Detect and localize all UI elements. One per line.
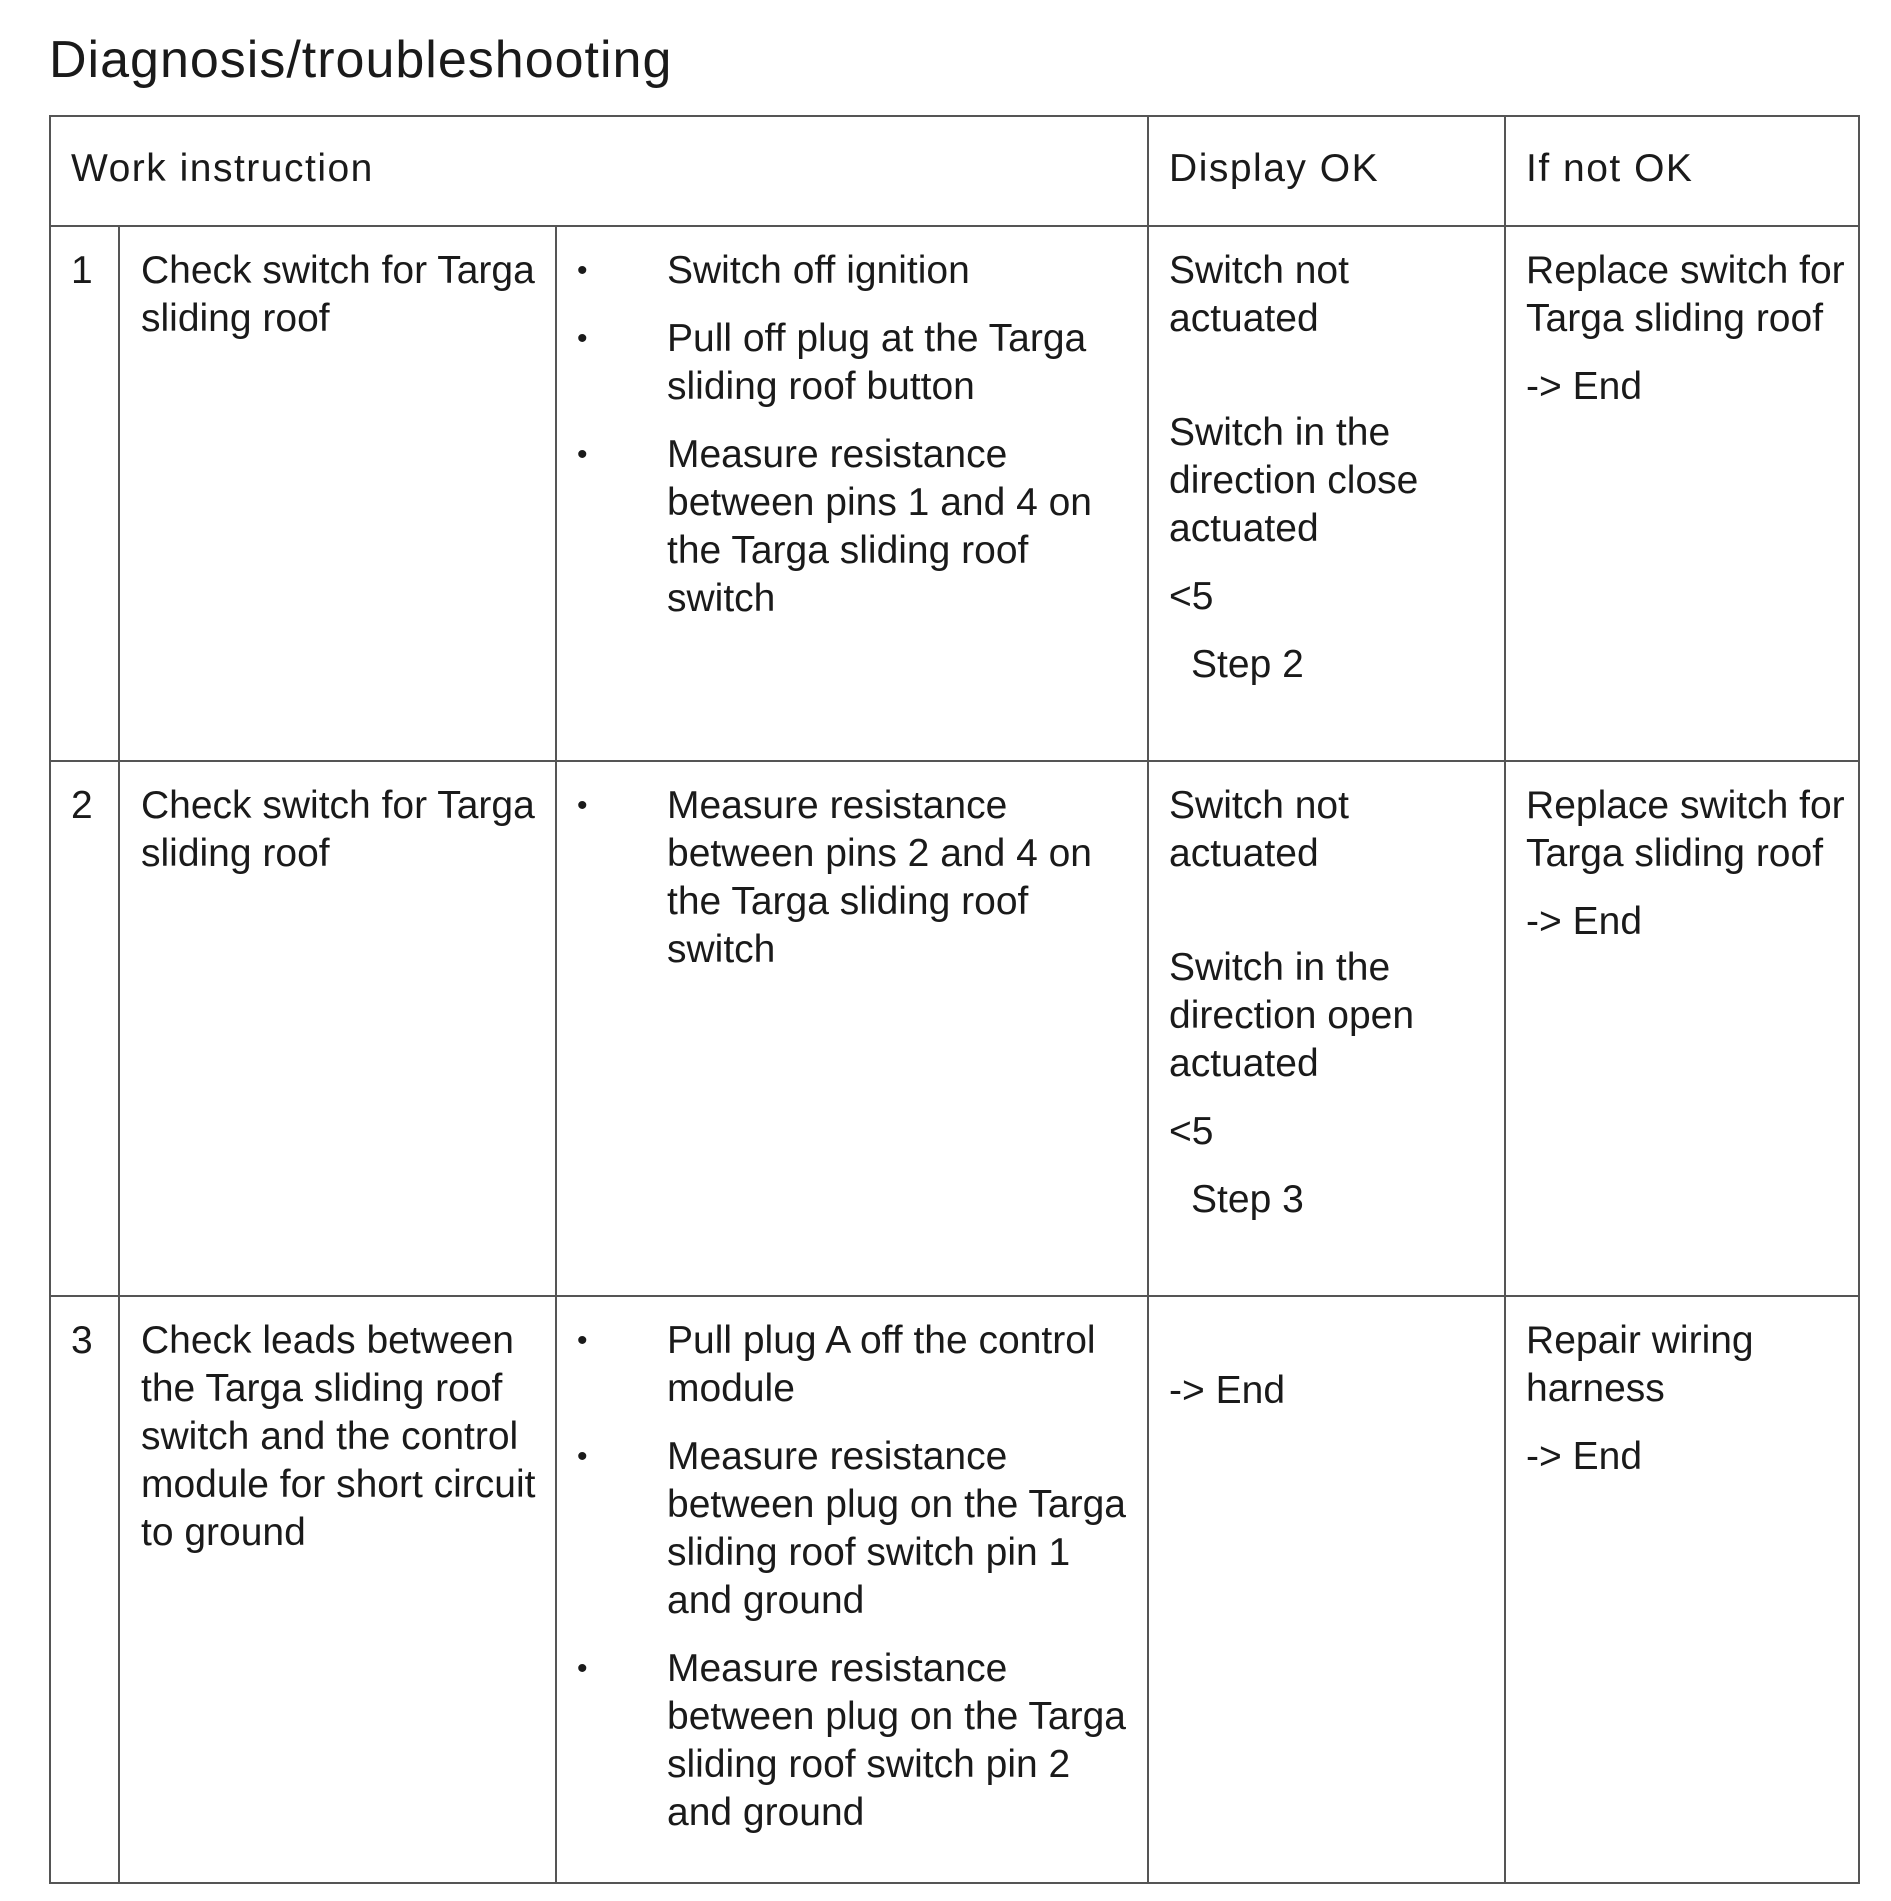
instructions-cell (556, 1296, 1148, 1883)
display-state-not-actuated: Switch not actuated (1169, 249, 1349, 340)
bullet-icon: • (577, 1652, 588, 1685)
instruction-item: • Pull off plug at the Targa sliding roof button (577, 315, 1137, 411)
remedy-next: -> End (1526, 1435, 1643, 1478)
instruction-item: • Measure resistance between plug on the Targa sliding roof switch pin 1 and ground (577, 1433, 1137, 1625)
diagnosis-table (49, 115, 1860, 1884)
check-description: Check switch for Targa sliding roof (141, 784, 535, 875)
bullet-icon: • (577, 322, 588, 355)
instruction-item: • Switch off ignition (577, 247, 1137, 295)
header-work-instruction: Work instruction (50, 116, 1148, 226)
table-header-row (50, 116, 1859, 226)
remedy-next: -> End (1526, 900, 1643, 943)
display-value: <5 (1169, 1110, 1214, 1153)
instruction-item: • Measure resistance between plug on the Targa sliding roof switch pin 2 and ground (577, 1645, 1137, 1837)
bullet-icon: • (577, 254, 588, 287)
display-value: <5 (1169, 575, 1214, 618)
instructions-cell (556, 761, 1148, 1296)
header-if-not-ok: If not OK (1505, 116, 1859, 226)
display-state-actuated: Switch in the direction close actuated (1169, 411, 1419, 550)
remedy-action: Repair wiring harness (1526, 1319, 1754, 1410)
display-ok-cell (1148, 226, 1505, 761)
display-ok-cell (1148, 1296, 1505, 1883)
display-ok-cell (1148, 761, 1505, 1296)
check-cell (119, 1296, 556, 1883)
remedy-action: Replace switch for Targa sliding roof (1526, 249, 1845, 340)
next-step: -> End (1169, 1369, 1286, 1412)
instruction-item: • Measure resistance between pins 1 and 4 on the Targa sliding roof switch (577, 431, 1137, 623)
bullet-icon: • (577, 789, 588, 822)
step-number-cell (50, 226, 119, 761)
display-state-actuated: Switch in the direction open actuated (1169, 946, 1415, 1085)
bullet-icon: • (577, 1324, 588, 1357)
step-number: 3 (71, 1319, 93, 1362)
table-row (50, 761, 1859, 1296)
if-not-ok-cell (1505, 1296, 1859, 1883)
page-title: Diagnosis/troubleshooting (49, 31, 673, 89)
step-number: 2 (71, 784, 93, 827)
step-number-cell (50, 1296, 119, 1883)
bullet-icon: • (577, 438, 588, 471)
header-display-ok: Display OK (1148, 116, 1505, 226)
step-number: 1 (71, 249, 93, 292)
check-description: Check switch for Targa sliding roof (141, 249, 535, 340)
remedy-action: Replace switch for Targa sliding roof (1526, 784, 1845, 875)
next-step: Step 3 (1191, 1178, 1304, 1221)
bullet-icon: • (577, 1440, 588, 1473)
display-state-not-actuated: Switch not actuated (1169, 784, 1349, 875)
if-not-ok-cell (1505, 761, 1859, 1296)
check-cell (119, 761, 556, 1296)
table-row (50, 226, 1859, 761)
check-cell (119, 226, 556, 761)
if-not-ok-cell (1505, 226, 1859, 761)
instruction-item: • Measure resistance between pins 2 and 4 on the Targa sliding roof switch (577, 782, 1137, 974)
remedy-next: -> End (1526, 365, 1643, 408)
instruction-item: • Pull plug A off the control module (577, 1317, 1137, 1413)
instructions-cell (556, 226, 1148, 761)
next-step: Step 2 (1191, 643, 1304, 686)
table-row (50, 1296, 1859, 1883)
check-description: Check leads between the Targa sliding roof switch and the control module for short circuit to ground (141, 1319, 536, 1554)
step-number-cell (50, 761, 119, 1296)
